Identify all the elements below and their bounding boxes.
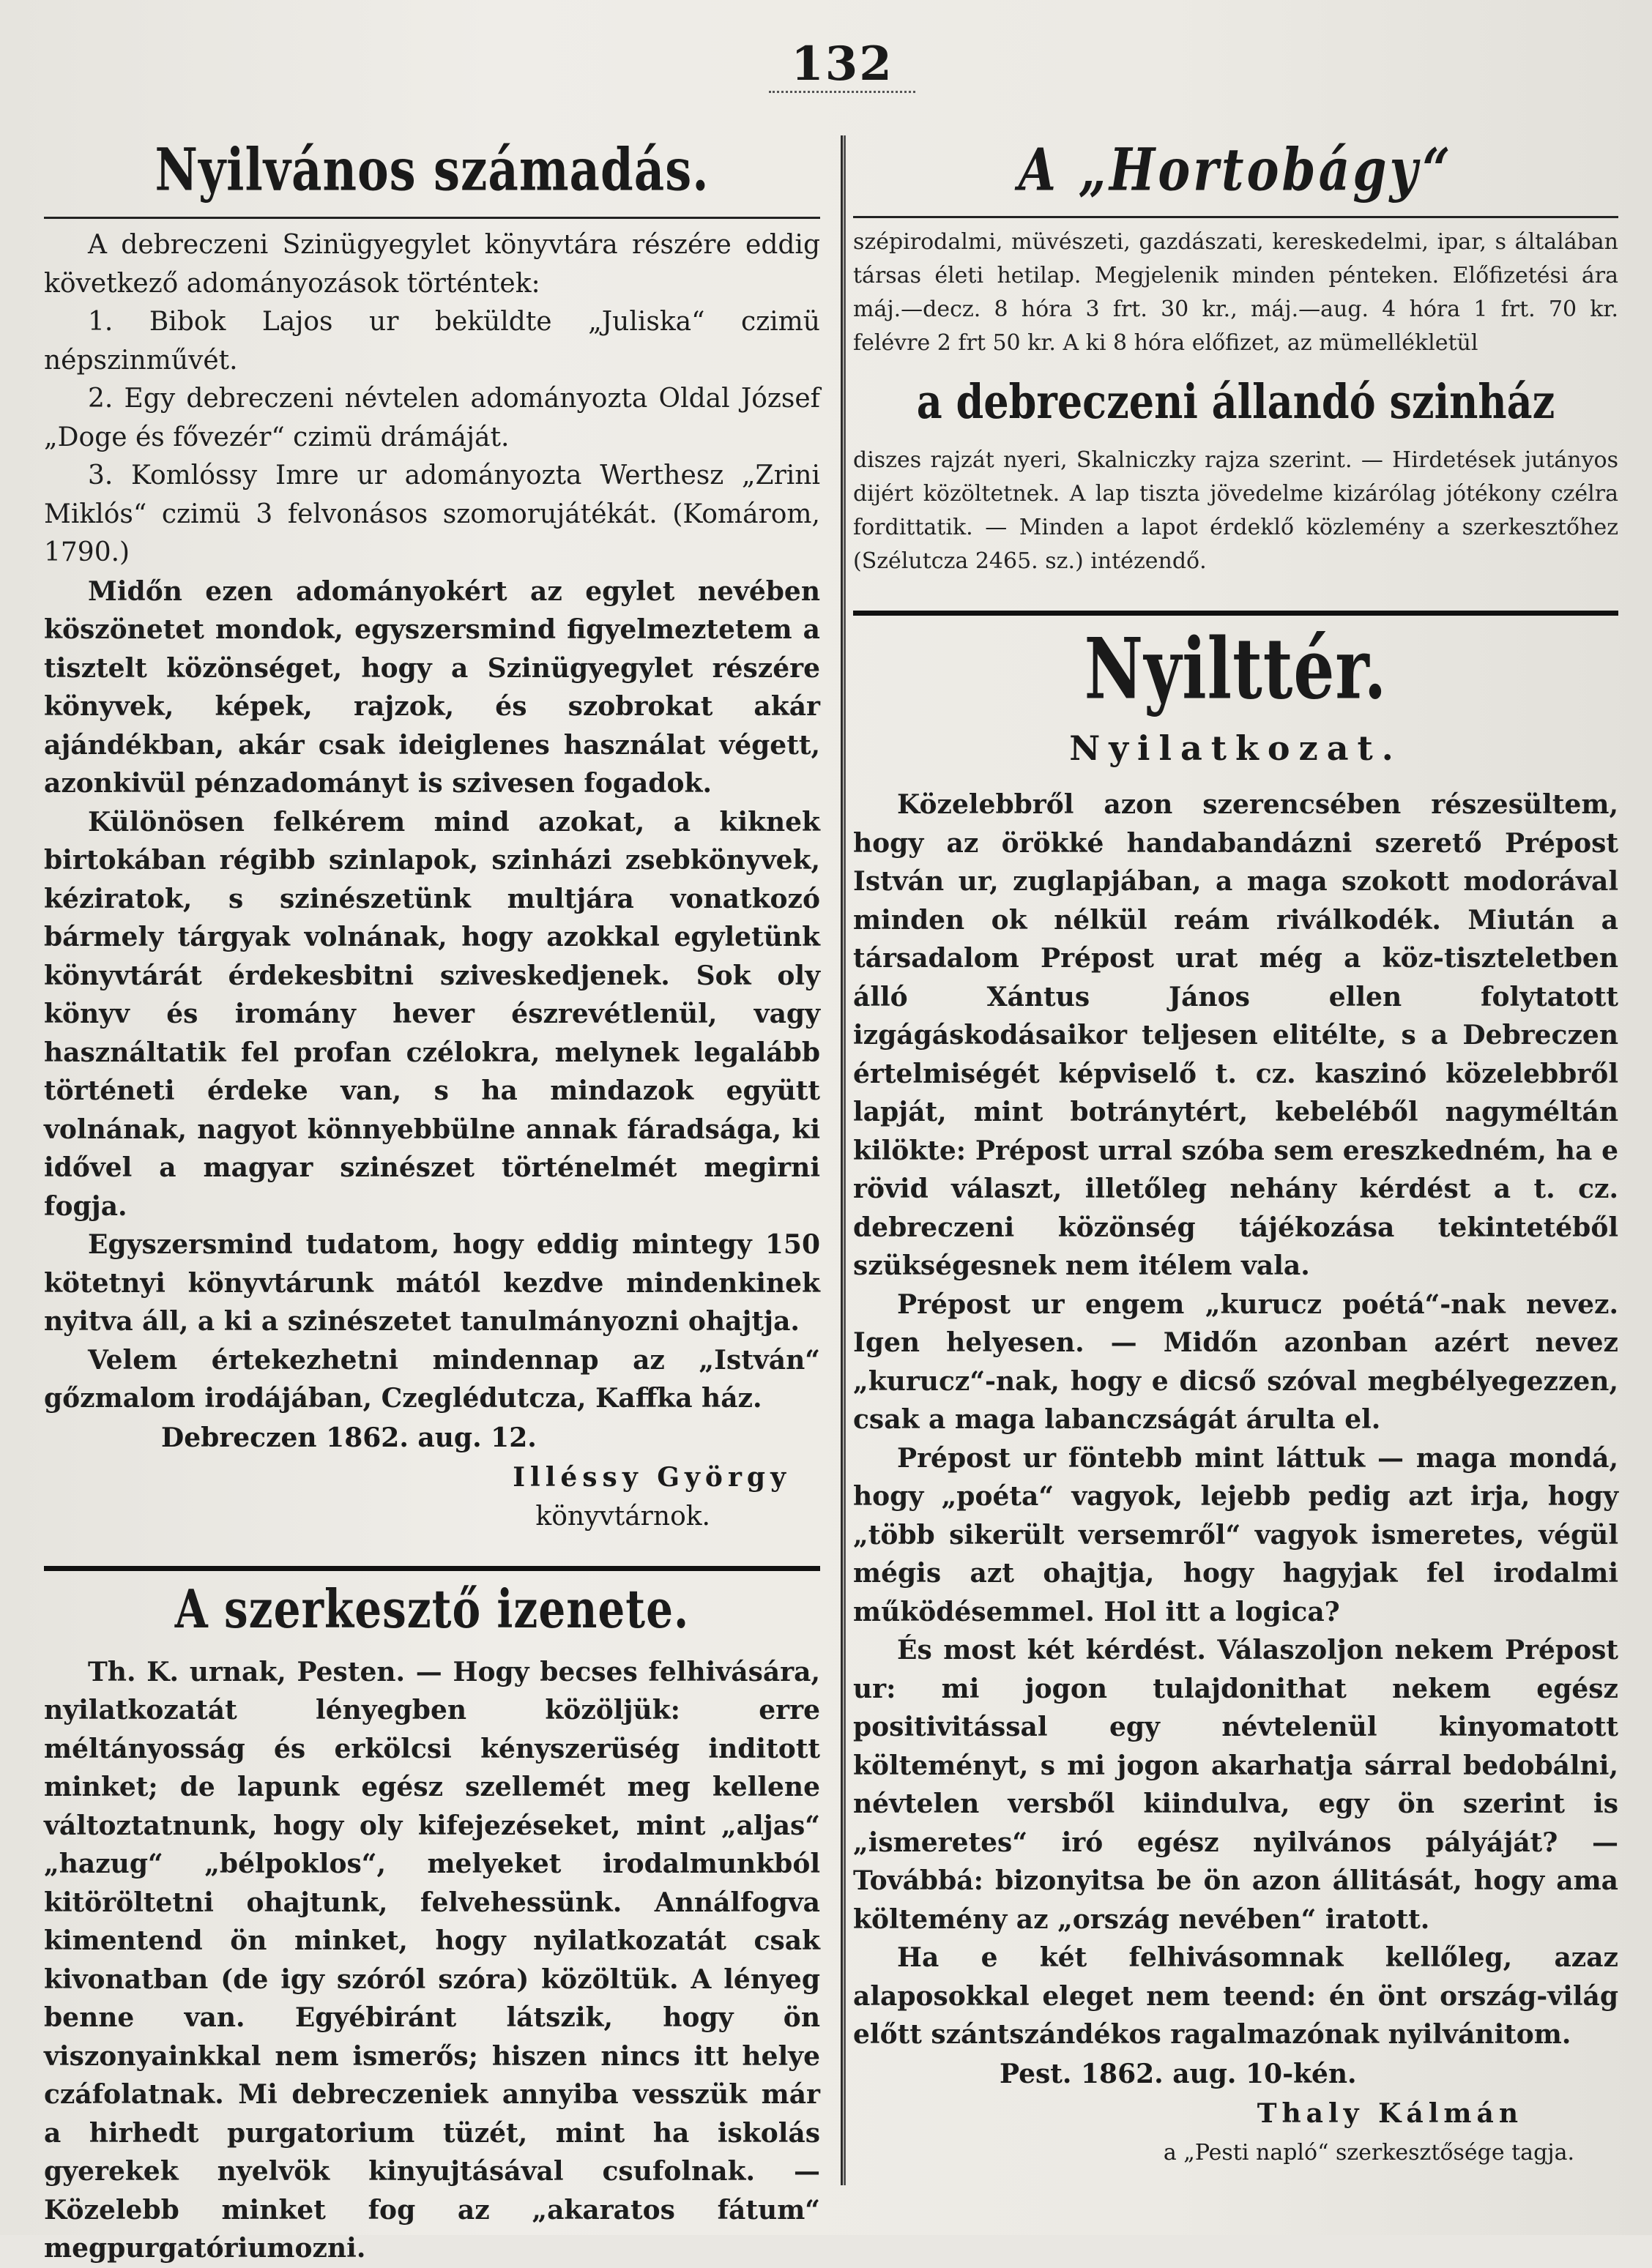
- right-column: [853, 135, 1618, 2173]
- nyiltter-title: Nyilttér.: [1084, 619, 1388, 718]
- donation-item: 3. Komlóssy Imre ur adományozta Werthesz „Zrini Miklós“ czimü 3 felvonásos szomorujátékát. (Komárom, 1790.): [44, 460, 820, 567]
- donation-item: 1. Bibok Lajos ur beküldte „Juliska“ czimü népszinművét.: [44, 307, 820, 376]
- theatre-title: a debreczeni állandó szinház: [916, 373, 1555, 430]
- body-paragraph: Velem értekezhetni mindennap az „István“ gőzmalom irodájában, Czeglédutcza, Kaffka ház.: [44, 1344, 820, 1414]
- declaration-paragraph: Közelebbről azon szerencsében részesültem, hogy az örökké handabandázni szerető Prépost István ur, zuglapjában, a maga szokott modorával minden ok nélkül reám riválkodék. Miután a társadalom Prépost urat még a köz-tiszteletben álló Xántus János ellen folytatott izgágáskodásaikor teljesen elitélte, s a Debreczen értelmiségét képviselő t. cz. kaszinó közelebbről lapját, mint botránytért, kebeléből nagyméltán kilökte: Prépost urral szóba sem ereszkedném, ha e rövid választ, illetőleg nehány kérdést a t. cz. debreczeni közönség tájékozása tekintetéből szükségesnek nem itélem vala.: [853, 789, 1618, 1281]
- left-column: [44, 135, 820, 2268]
- ornamental-rule: [769, 91, 915, 97]
- body-paragraph: Különösen felkérem mind azokat, a kiknek birtokában régibb szinlapok, szinházi zsebkönyvek, kéziratok, s szinészetünk multjára vonatkozó bármely tárgyak volnának, hogy azokkal egyletünk könyvtárát érdekesbitni sziveskedjenek. Sok oly könyv és iromány hever észrevétlenül, vagy használtatik fel profan czélokra, melynek legalább történeti érdeke van, s ha mindazok együtt volnának, nagyot könnyebbülne annak fáradsága, ki idővel a magyar szinészet történelmét megirni fogja.: [44, 806, 820, 1222]
- ad-text: szépirodalmi, müvészeti, gazdászati, kereskedelmi, ipar, s általában társas életi hetilap. Megjelenik minden pénteken. Előfizetési ára máj.—decz. 8 hóra 3 frt. 30 kr., máj.—aug. 4 hóra 1 frt. 70 kr. felévre 2 frt 50 kr. A ki 8 hóra előfizet, az mümellékletül: [853, 229, 1618, 356]
- ad-text-continued: diszes rajzát nyeri, Skalniczky rajza szerint. — Hirdetések jutányos dijért közöltetnek. A lap tiszta jövedelme kizárólag jótékony czélra fordittatik. — Minden a lapot érdeklő közlemény a szerkesztőhez (Szélutcza 2465. sz.) intézendő.: [853, 447, 1618, 574]
- title-rule: [853, 216, 1618, 218]
- signature-title: a „Pesti napló“ szerkesztősége tagja.: [1163, 2139, 1574, 2166]
- donation-item: 2. Egy debreczeni névtelen adományozta Oldal József „Doge és fővezér“ czimü drámáját.: [44, 384, 820, 452]
- body-paragraph: Egyszersmind tudatom, hogy eddig mintegy 150 kötetnyi könyvtárunk mától kezdve mindenkinek nyitva áll, a ki a szinészetet tanulmányozni ohajtja.: [44, 1229, 820, 1337]
- section-rule: [44, 1566, 820, 1571]
- page-number: 132: [791, 37, 893, 92]
- intro-paragraph: A debreczeni Szinügyegylet könyvtára részére eddig következő adományozások történtek:: [44, 230, 820, 299]
- date-line: Debreczen 1862. aug. 12.: [161, 1422, 537, 1453]
- signature-name: Illéssy György: [513, 1461, 791, 1493]
- editor-message-title: A szerkesztő izenete.: [174, 1578, 690, 1640]
- body-paragraph: Midőn ezen adományokért az egylet nevében köszönetet mondok, egyszersmind figyelmeztetem a tisztelt közönséget, hogy a Szinügyegylet részére könyvek, képek, rajzok, és szobrokat akár ajándékban, akár csak ideiglenes használat végett, azonkivül pénzadományt is szivesen fogadok.: [44, 575, 820, 799]
- declaration-paragraph: Prépost ur föntebb mint láttuk — maga mondá, hogy „poéta“ vagyok, lejebb pedig azt irja, hogy „több sikerült versemről“ vagyok ismeretes, végül mégis azt ohajtja, hogy hagyjak fel irodalmi működésemmel. Hol itt a logica?: [853, 1442, 1618, 1627]
- editor-message-text: Th. K. urnak, Pesten. — Hogy becses felhivására, nyilatkozatát lényegben közöljük: erre méltányosság és erkölcsi kényszerüség inditott minket; de lapunk egész szellemét meg kellene változtatnunk, hogy oly kifejezéseket, mint „aljas“ „hazug“ „bélpoklos“, melyeket irodalmunkból kitöröltetni ohajtunk, felvehessünk. Annálfogva kimentend ön minket, hogy nyilatkozatát csak kivonatban (de igy szóról szóra) közöltük. A lényeg benne van. Egyébiránt látszik, hogy ön viszonyainkkal nem ismerős; hiszen nincs itt helye czáfolatnak. Mi debreczeniek annyiba vesszük már a hirhedt purgatorium tüzét, mint ha iskolás gyerekek nyelvök kinyujtásával csufolnak. — Közelebb minket fog az „akaratos fátum“ megpurgatóriumozni.: [44, 1656, 820, 2264]
- section-rule: [853, 611, 1618, 616]
- declaration-title: Nyilatkozat.: [1069, 728, 1402, 768]
- title-rule: [44, 217, 820, 219]
- signature-title: könyvtárnok.: [535, 1501, 710, 1532]
- declaration-paragraph: Prépost ur engem „kurucz poétá“-nak nevez. Igen helyesen. — Midőn azonban azért nevez „kurucz“-nak, hogy e dicső szóval megbélyegezzen, csak a maga labanczságát árulta el.: [853, 1288, 1618, 1435]
- column-divider: [841, 135, 843, 2185]
- public-account-title: Nyilvános számadás.: [155, 135, 710, 205]
- declaration-paragraph: Ha e két felhivásomnak kellőleg, azaz alaposokkal eleget nem teend: én önt ország-világ előtt szántszándékos ragalmazónak nyilvánitom.: [853, 1942, 1618, 2050]
- declaration-paragraph: És most két kérdést. Válaszoljon nekem Prépost ur: mi jogon tulajdonithat nekem egész positivitással egy névtelenül kinyomatott költeményt, s mi jogon akarhatja sárral bedobálni, névtelen versből kiindulva, egy ön szerint is „ismeretes“ iró egész nyilvános pályáját? — Továbbá: bizonyitsa be ön azon állitását, hogy ama költemény az „ország nevében“ iratott.: [853, 1635, 1618, 1935]
- signature-name: Thaly Kálmán: [1257, 2097, 1523, 2129]
- date-line: Pest. 1862. aug. 10-kén.: [1000, 2058, 1357, 2089]
- hortobagy-title: A „Hortobágy“: [1018, 135, 1454, 204]
